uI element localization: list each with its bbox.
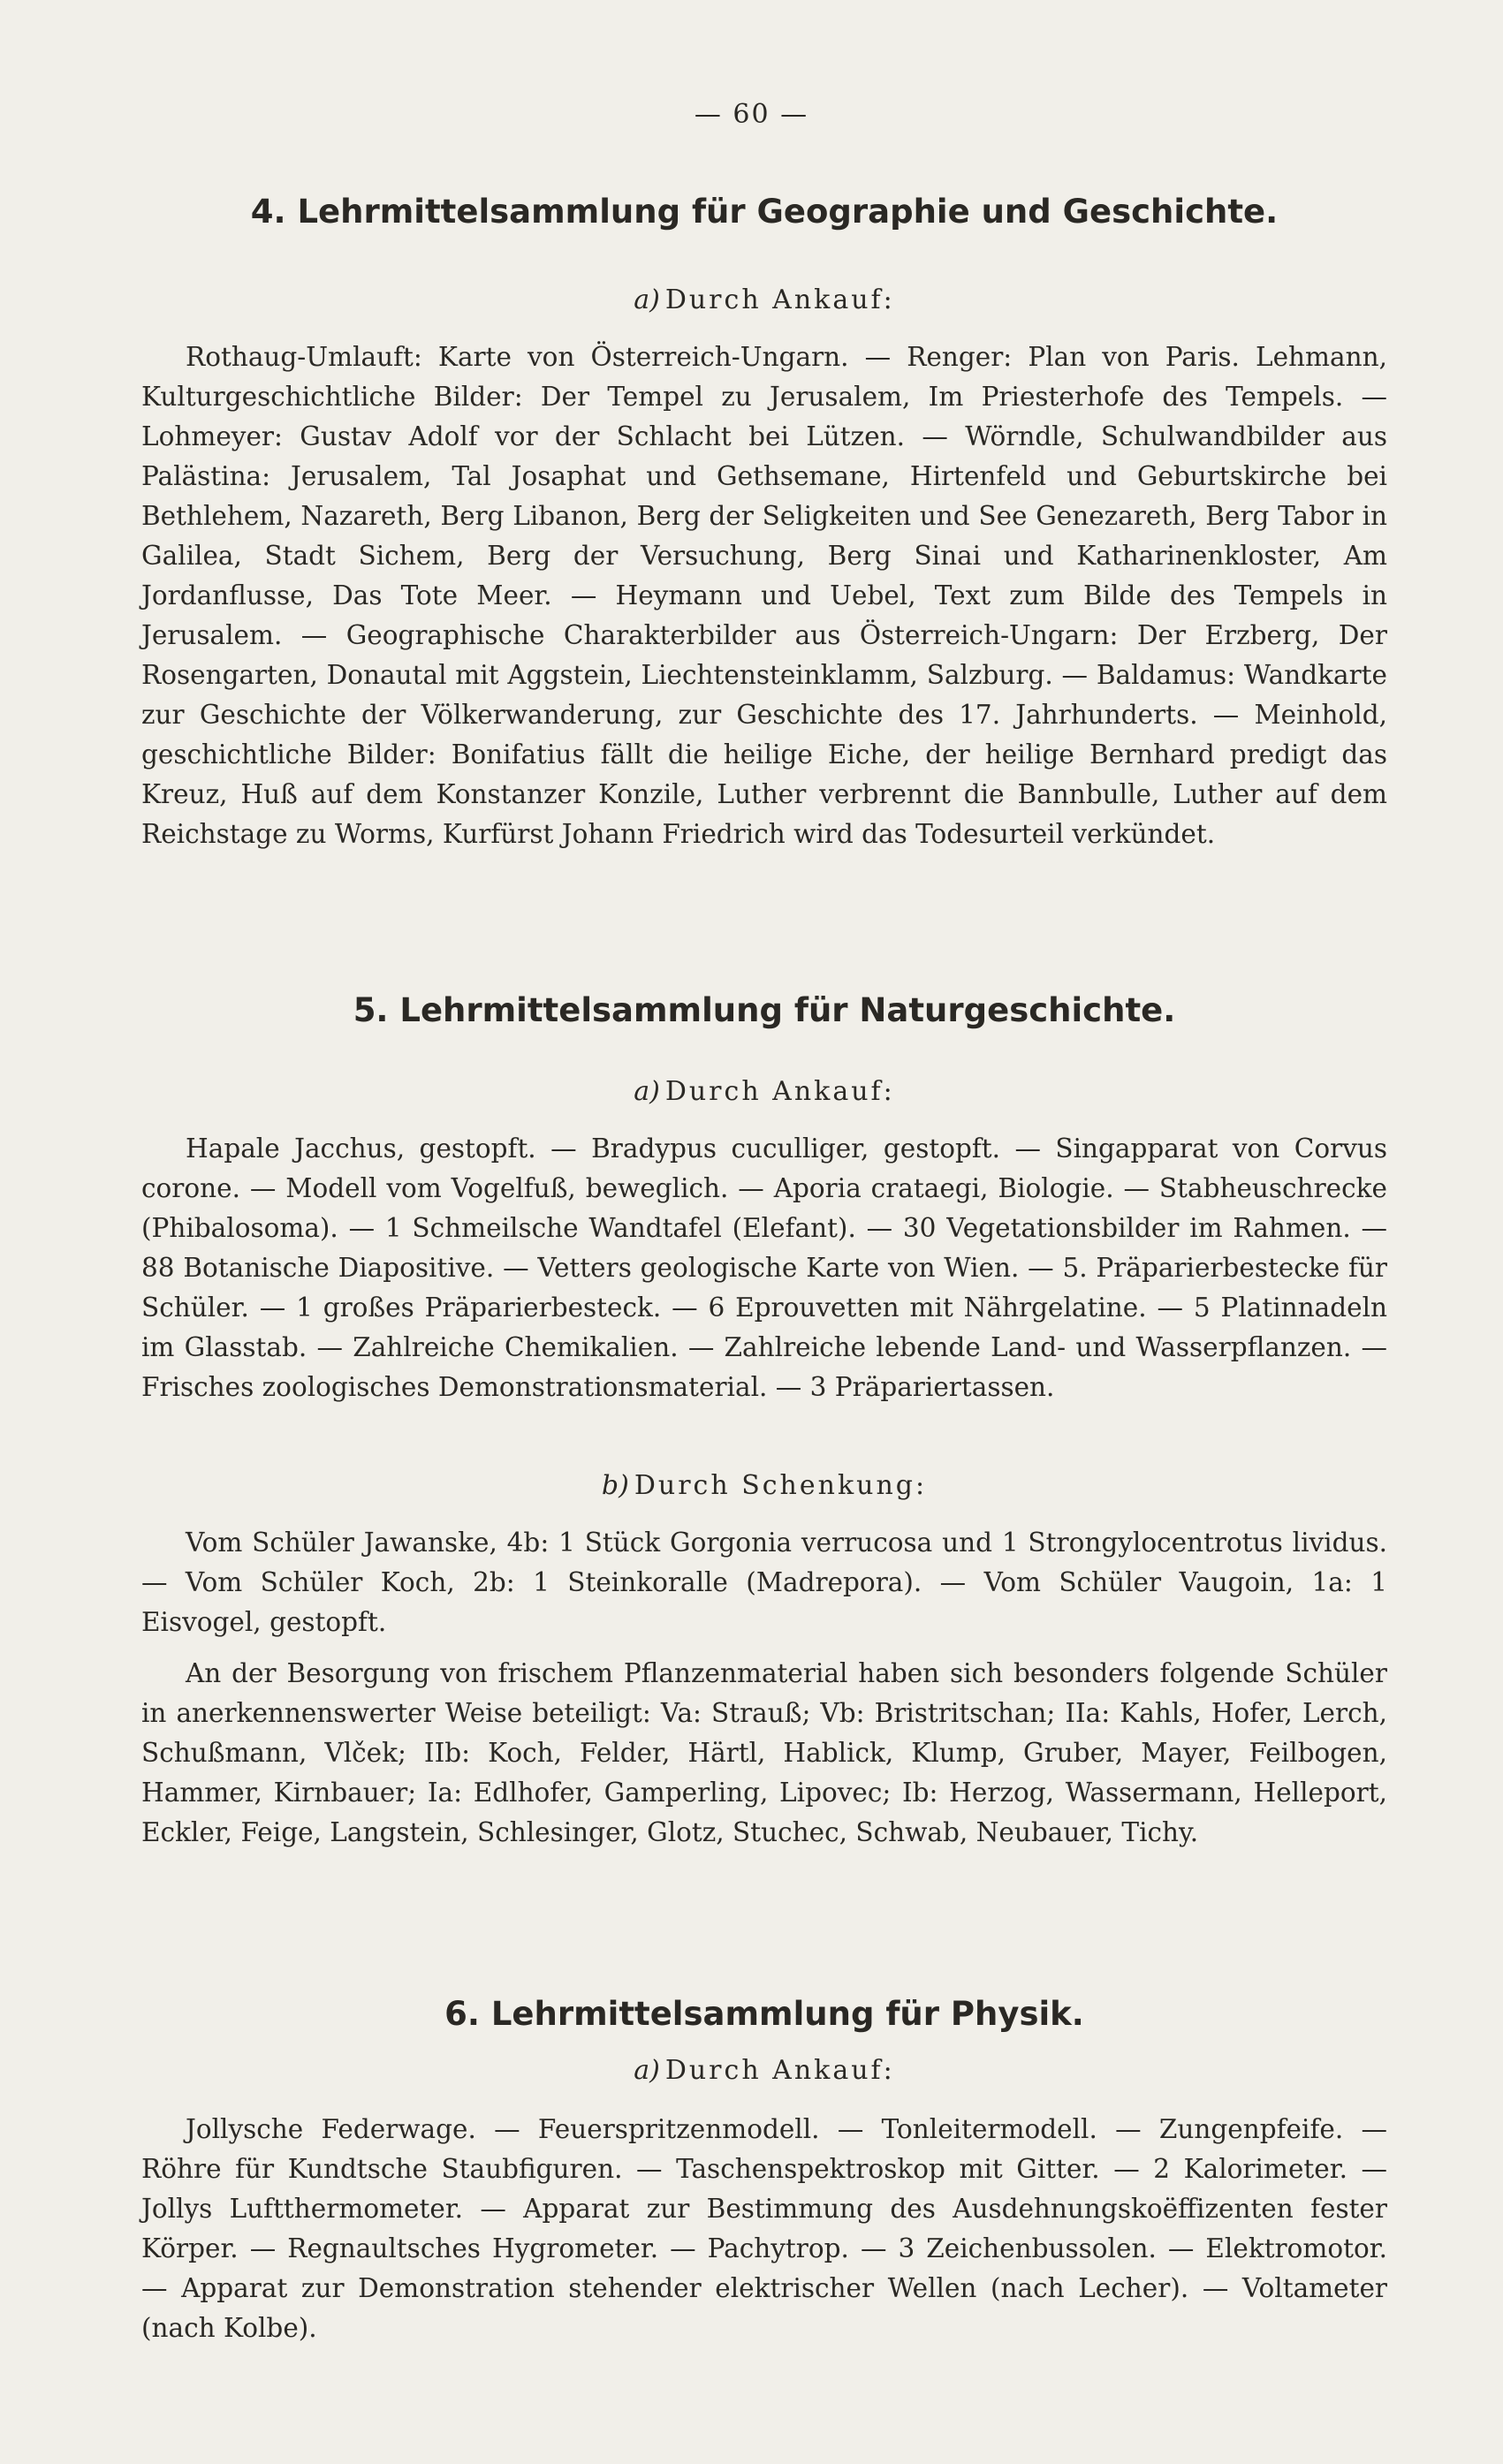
section-title-physik: 6. Lehrmittelsammlung für Physik. <box>444 1995 1084 2033</box>
subsection-label: a) <box>634 1076 660 1107</box>
naturgeschichte-ankauf-text: Hapale Jacchus, gestopft. — Bradypus cuculliger, gestopft. — Singapparat von Corvus corone. — Modell vom Vogelfuß, beweglich. — Aporia crataegi, Biologie. — Stabheuschrecke (Phibalosoma). — 1 Schmeilsche Wandtafel (Elefant). — 30 Vegetationsbilder im Rahmen. — 88 Botanische Diapositive. — Vetters geologische Karte von Wien. — 5. Präparierbestecke für Schüler. — 1 großes Präparierbesteck. — 6 Eprouvetten mit Nährgelatine. — 5 Platinnadeln im Glasstab. — Zahlreiche Chemikalien. — Zahlreiche lebende Land- und Wasserpflanzen. — Frisches zoologisches Demonstrationsmaterial. — 3 Präpariertassen. <box>141 1133 1387 1402</box>
geographie-ankauf-text: Rothaug-Umlauft: Karte von Österreich-Ungarn. — Renger: Plan von Paris. Lehmann, Kulturgeschichtliche Bilder: Der Tempel zu Jerusalem, Im Priesterhofe des Tempels. — Lohmeyer: Gustav Adolf vor der Schlacht bei Lützen. — Wörndle, Schulwandbilder aus Palästina: Jerusalem, Tal Josaphat und Gethsemane, Hirtenfeld und Geburtskirche bei Bethlehem, Nazareth, Berg Libanon, Berg der Seligkeiten und See Genezareth, Berg Tabor in Galilea, Stadt Sichem, Berg der Versuchung, Berg Sinai und Katharinenkloster, Am Jordanflusse, Das Tote Meer. — Heymann und Uebel, Text zum Bilde des Tempels in Jerusalem. — Geographische Charakterbilder aus Österreich-Ungarn: Der Erzberg, Der Rosengarten, Donautal mit Aggstein, Liechtensteinklamm, Salzburg. — Baldamus: Wandkarte zur Geschichte der Völkerwanderung, zur Geschichte des 17. Jahrhunderts. — Meinhold, geschichtliche Bilder: Bonifatius fällt die heilige Eiche, der heilige Bernhard predigt das Kreuz, Huß auf dem Konstanzer Konzile, Luther verbrennt die Bannbulle, Luther auf dem Reichstage zu Worms, Kurfürst Johann Friedrich wird das Todesurteil verkündet. <box>141 342 1387 849</box>
subsection-heading-ankauf <box>141 2055 1387 2086</box>
subsection-label: a) <box>634 284 660 315</box>
subsection-label: b) <box>601 1470 629 1501</box>
pflanzenmaterial-note: An der Besorgung von frischem Pflanzenmaterial haben sich besonders folgende Schüler in anerkennenswerter Weise beteiligt: Va: Strauß; Vb: Bristritschan; IIa: Kahls, Hofer, Lerch, Schußmann, Vlček; IIb: Koch, Felder, Härtl, Hablick, Klump, Gruber, Mayer, Feilbogen, Hammer, Kirnbauer; Ia: Edlhofer, Gamperling, Lipovec; Ib: Herzog, Wassermann, Helleport, Eckler, Feige, Langstein, Schlesinger, Glotz, Stuchec, Schwab, Neubauer, Tichy. <box>141 1658 1387 1847</box>
subsection-heading-schenkung <box>141 1470 1387 1501</box>
subsection-heading-ankauf <box>141 1076 1387 1107</box>
subsection-heading-ankauf <box>141 284 1387 315</box>
page-number: — 60 — <box>694 99 809 130</box>
physik-ankauf-text: Jollysche Federwage. — Feuerspritzenmodell. — Tonleitermodell. — Zungenpfeife. — Röhre für Kundtsche Staubfiguren. — Taschenspektroskop mit Gitter. — 2 Kalorimeter. — Jollys Luftthermometer. — Apparat zur Bestimmung des Ausdehnungskoëffizenten fester Körper. — Regnaultsches Hygrometer. — Pachytrop. — 3 Zeichenbussolen. — Elektromotor. — Apparat zur Demonstration stehender elektrischer Wellen (nach Lecher). — Voltameter (nach Kolbe). <box>141 2114 1387 2343</box>
section-title-geographie: 4. Lehrmittelsammlung für Geographie und Geschichte. <box>250 193 1279 231</box>
section-title-naturgeschichte: 5. Lehrmittelsammlung für Naturgeschichte. <box>353 991 1176 1029</box>
subsection-heading-text: Durch Ankauf: <box>664 2055 895 2086</box>
subsection-heading-text: Durch Ankauf: <box>664 1076 895 1107</box>
subsection-label: a) <box>634 2055 660 2086</box>
subsection-heading-text: Durch Ankauf: <box>664 284 895 315</box>
naturgeschichte-schenkung-text: Vom Schüler Jawanske, 4b: 1 Stück Gorgonia verrucosa und 1 Strongylocentrotus lividus. — Vom Schüler Koch, 2b: 1 Steinkoralle (Madrepora). — Vom Schüler Vaugoin, 1a: 1 Eisvogel, gestopft. <box>141 1528 1387 1637</box>
subsection-heading-text: Durch Schenkung: <box>634 1470 928 1501</box>
